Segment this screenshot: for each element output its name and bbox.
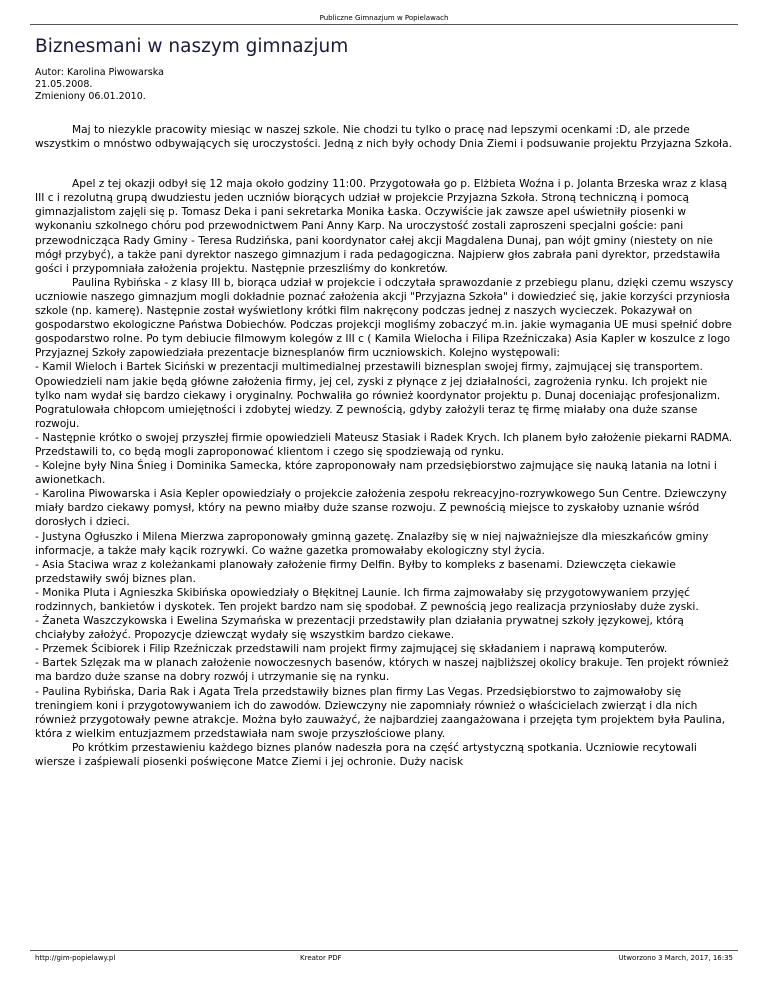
list-item: - Bartek Szlęzak ma w planach założenie nowoczesnych basenów, których w naszej najbliższej okolicy brakuje. Ten projekt również ma bardzo duże szanse na dobry rozwój i utrzymanie się na rynku.: [35, 657, 729, 684]
body-paragraph: Apel z tej okazji odbył się 12 maja około godziny 11:00. Przygotowała go p. Elżbieta Woźna i p. Jolanta Brzeska wraz z klasą III c i rezolutną grupą dwudziestu jeden uczniów biorących udział w projekcie Przyjazna Szkoła. Stroną techniczną i pomocą gimnazjalistom zajęli się p. Tomasz Deka i pani sekretarka Monika Łaska. Oczywiście jak zawsze apel uświetniły piosenki w wykonaniu szkolnego chóru pod przewodnictwem Pani Anny Karp. Na uroczystość zostali zaproszeni specjalni goście: pani przewodnicząca Rady Gminy - Teresa Rudzińska, pani koordynator całej akcji Magdalena Dunaj, pan wójt gminy (niestety on nie mógł przybyć), a także pani dyrektor naszego gimnazjum i rada pedagogiczna. Najpierw głos zabrała pani dyrektor, przedstawiła gości i przypomniała założenia projektu. Następnie przeszliśmy do konkretów.: [35, 178, 728, 275]
list-item: - Kamil Wieloch i Bartek Siciński w prezentacji multimedialnej przestawili biznesplan swojej firmy, zajmującej się transportem. Opowiedzieli nam jakie będą główne założenia firmy, jej cel, zyski z płynące z jej działalności, zagrożenia rynku. Ich projekt nie tylko nam wydał się bardzo ciekawy i oryginalny. Pochwaliła go również koordynator projektu p. Dunaj doceniając profesjonalizm. Pogratulowała chłopcom umiejętności i zdobytej wiedzy. Z pewnością, gdyby założyli teraz tę firmę miałaby ona duże szanse rozwoju.: [35, 361, 721, 430]
article-body: [35, 123, 735, 769]
body-paragraph: Paulina Rybińska - z klasy III b, biorąca udział w projekcie i odczytała sprawozdanie z przebiegu planu, dzięki czemu wszyscy uczniowie naszego gimnazjum mogli dokładnie poznać założenia akcji "Przyjazna Szkoła" i dowiedzieć się, jakie korzyści przyniosła szkole (np. kamerę). Następnie został wyświetlony krótki film nakręcony podczas jednej z naszych wycieczek. Pokazywał on gospodarstwo ekologiczne Państwa Dobiechów. Podczas projekcji mogliśmy zobaczyć m.in. jakie wymagania UE musi spełnić dobre gospodarstwo rolne. Po tym debiucie filmowym kolegów z III c ( Kamila Wielocha i Filipa Rzeźniczaka) Asia Kapler w koszulce z logo Przyjaznej Szkoły zapowiedziała prezentacje biznesplanów firm uczniowskich. Kolejno występowali:: [35, 276, 734, 360]
closing-paragraph: Po krótkim przestawieniu każdego biznes planów nadeszła pora na część artystyczną spotkania. Uczniowie recytowali wiersze i zaśpiewali piosenki poświęcone Matce Ziemi i jej ochronie. Duży nacisk: [35, 741, 697, 769]
list-item: - Kolejne były Nina Śnieg i Dominika Samecka, które zaproponowały nam przedsiębiorstwo zajmujące się nauką latania na lotni i awionetkach.: [35, 460, 717, 487]
author-line: Autor: Karolina Piwowarska: [35, 67, 164, 78]
intro-paragraph: Maj to niezykle pracowity miesiąc w naszej szkole. Nie chodzi tu tylko o pracę nad lepszymi ocenkami :D, ale przede wszystkim o mnóstwo odbywających się uroczystości. Jedną z nich były ochody Dnia Ziemi i podsuwanie projektu Przyjazna Szkoła.: [35, 124, 732, 151]
footer-creator: Kreator PDF: [300, 954, 342, 962]
footer-url[interactable]: http://gim-popielawy.pl: [35, 954, 116, 962]
article-meta: [35, 67, 164, 103]
list-item: - Karolina Piwowarska i Asia Kepler opowiedziały o projekcie założenia zespołu rekreacyjno-rozrywkowego Sun Centre. Dziewczyny miały bardzo ciekawy pomysł, który na pewno miałby duże szanse rozwoju. Z pewnością miejsce to zyskałoby uznanie wśród dorosłych i dzieci.: [35, 488, 727, 529]
page-header: Publiczne Gimnazjum w Popielawach: [319, 14, 449, 22]
article-title: Biznesmani w naszym gimnazjum: [35, 36, 349, 57]
list-item: - Justyna Ogłuszko i Milena Mierzwa zaproponowały gminną gazetę. Znalazłby się w niej najważniejsze dla mieszkańców gminy informacje, a także mały kącik rozrywki. Co ważne gazetka promowałaby ekologiczny styl życia.: [35, 530, 709, 557]
header-divider: [30, 24, 738, 25]
footer-divider: [30, 950, 738, 951]
list-item: - Paulina Rybińska, Daria Rak i Agata Trela przedstawiły biznes plan firmy Las Vegas. Przedsiębiorstwo to zajmowałoby się treningiem koni i przygotowywaniem ich do zawodów. Dziewczyny nie zapomniały również o właścicielach zwierząt i dla nich również przygotowały pewne atrakcje. Można było zauważyć, że najbardziej zaangażowana i przejęta tym projektem była Paulina, która z wielkim entuzjazmem przedstawiała nam swoje przyszłościowe plany.: [35, 685, 726, 740]
list-item: - Żaneta Waszczykowska i Ewelina Szymańska w prezentacji przedstawiły plan działania prywatnej szkoły językowej, którą chciałyby założyć. Propozycje dziewcząt wydały się wszystkim bardzo ciekawe.: [35, 615, 684, 642]
list-item: - Asia Staciwa wraz z koleżankami planowały założenie firmy Delfin. Byłby to kompleks z basenami. Dziewczęta ciekawie przedstawiły swój biznes plan.: [35, 558, 676, 585]
list-item: - Następnie krótko o swojej przyszłej firmie opowiedzieli Mateusz Stasiak i Radek Krych. Ich planem było założenie piekarni RADMA. Przedstawili to, co będą mogli zaproponować klientom i czego się spodziewają od rynku.: [35, 431, 733, 458]
list-item: - Przemek Ścibiorek i Filip Rzeźniczak przedstawili nam projekt firmy zajmującej się składaniem i naprawą komputerów.: [35, 643, 668, 656]
paragraph-gap: [35, 151, 735, 177]
modified-line: Zmieniony 06.01.2010.: [35, 91, 146, 102]
footer-created: Utworzono 3 March, 2017, 16:35: [618, 954, 733, 962]
date-line: 21.05.2008.: [35, 79, 93, 90]
list-item: - Monika Pluta i Agnieszka Skibińska opowiedziały o Błękitnej Launie. Ich firma zajmowałaby się przygotowywaniem przyjęć rodzinnych, bankietów i dyskotek. Ten projekt bardzo nam się spodobał. Z pewnością jego realizacja przyniosłaby duże zyski.: [35, 586, 699, 613]
